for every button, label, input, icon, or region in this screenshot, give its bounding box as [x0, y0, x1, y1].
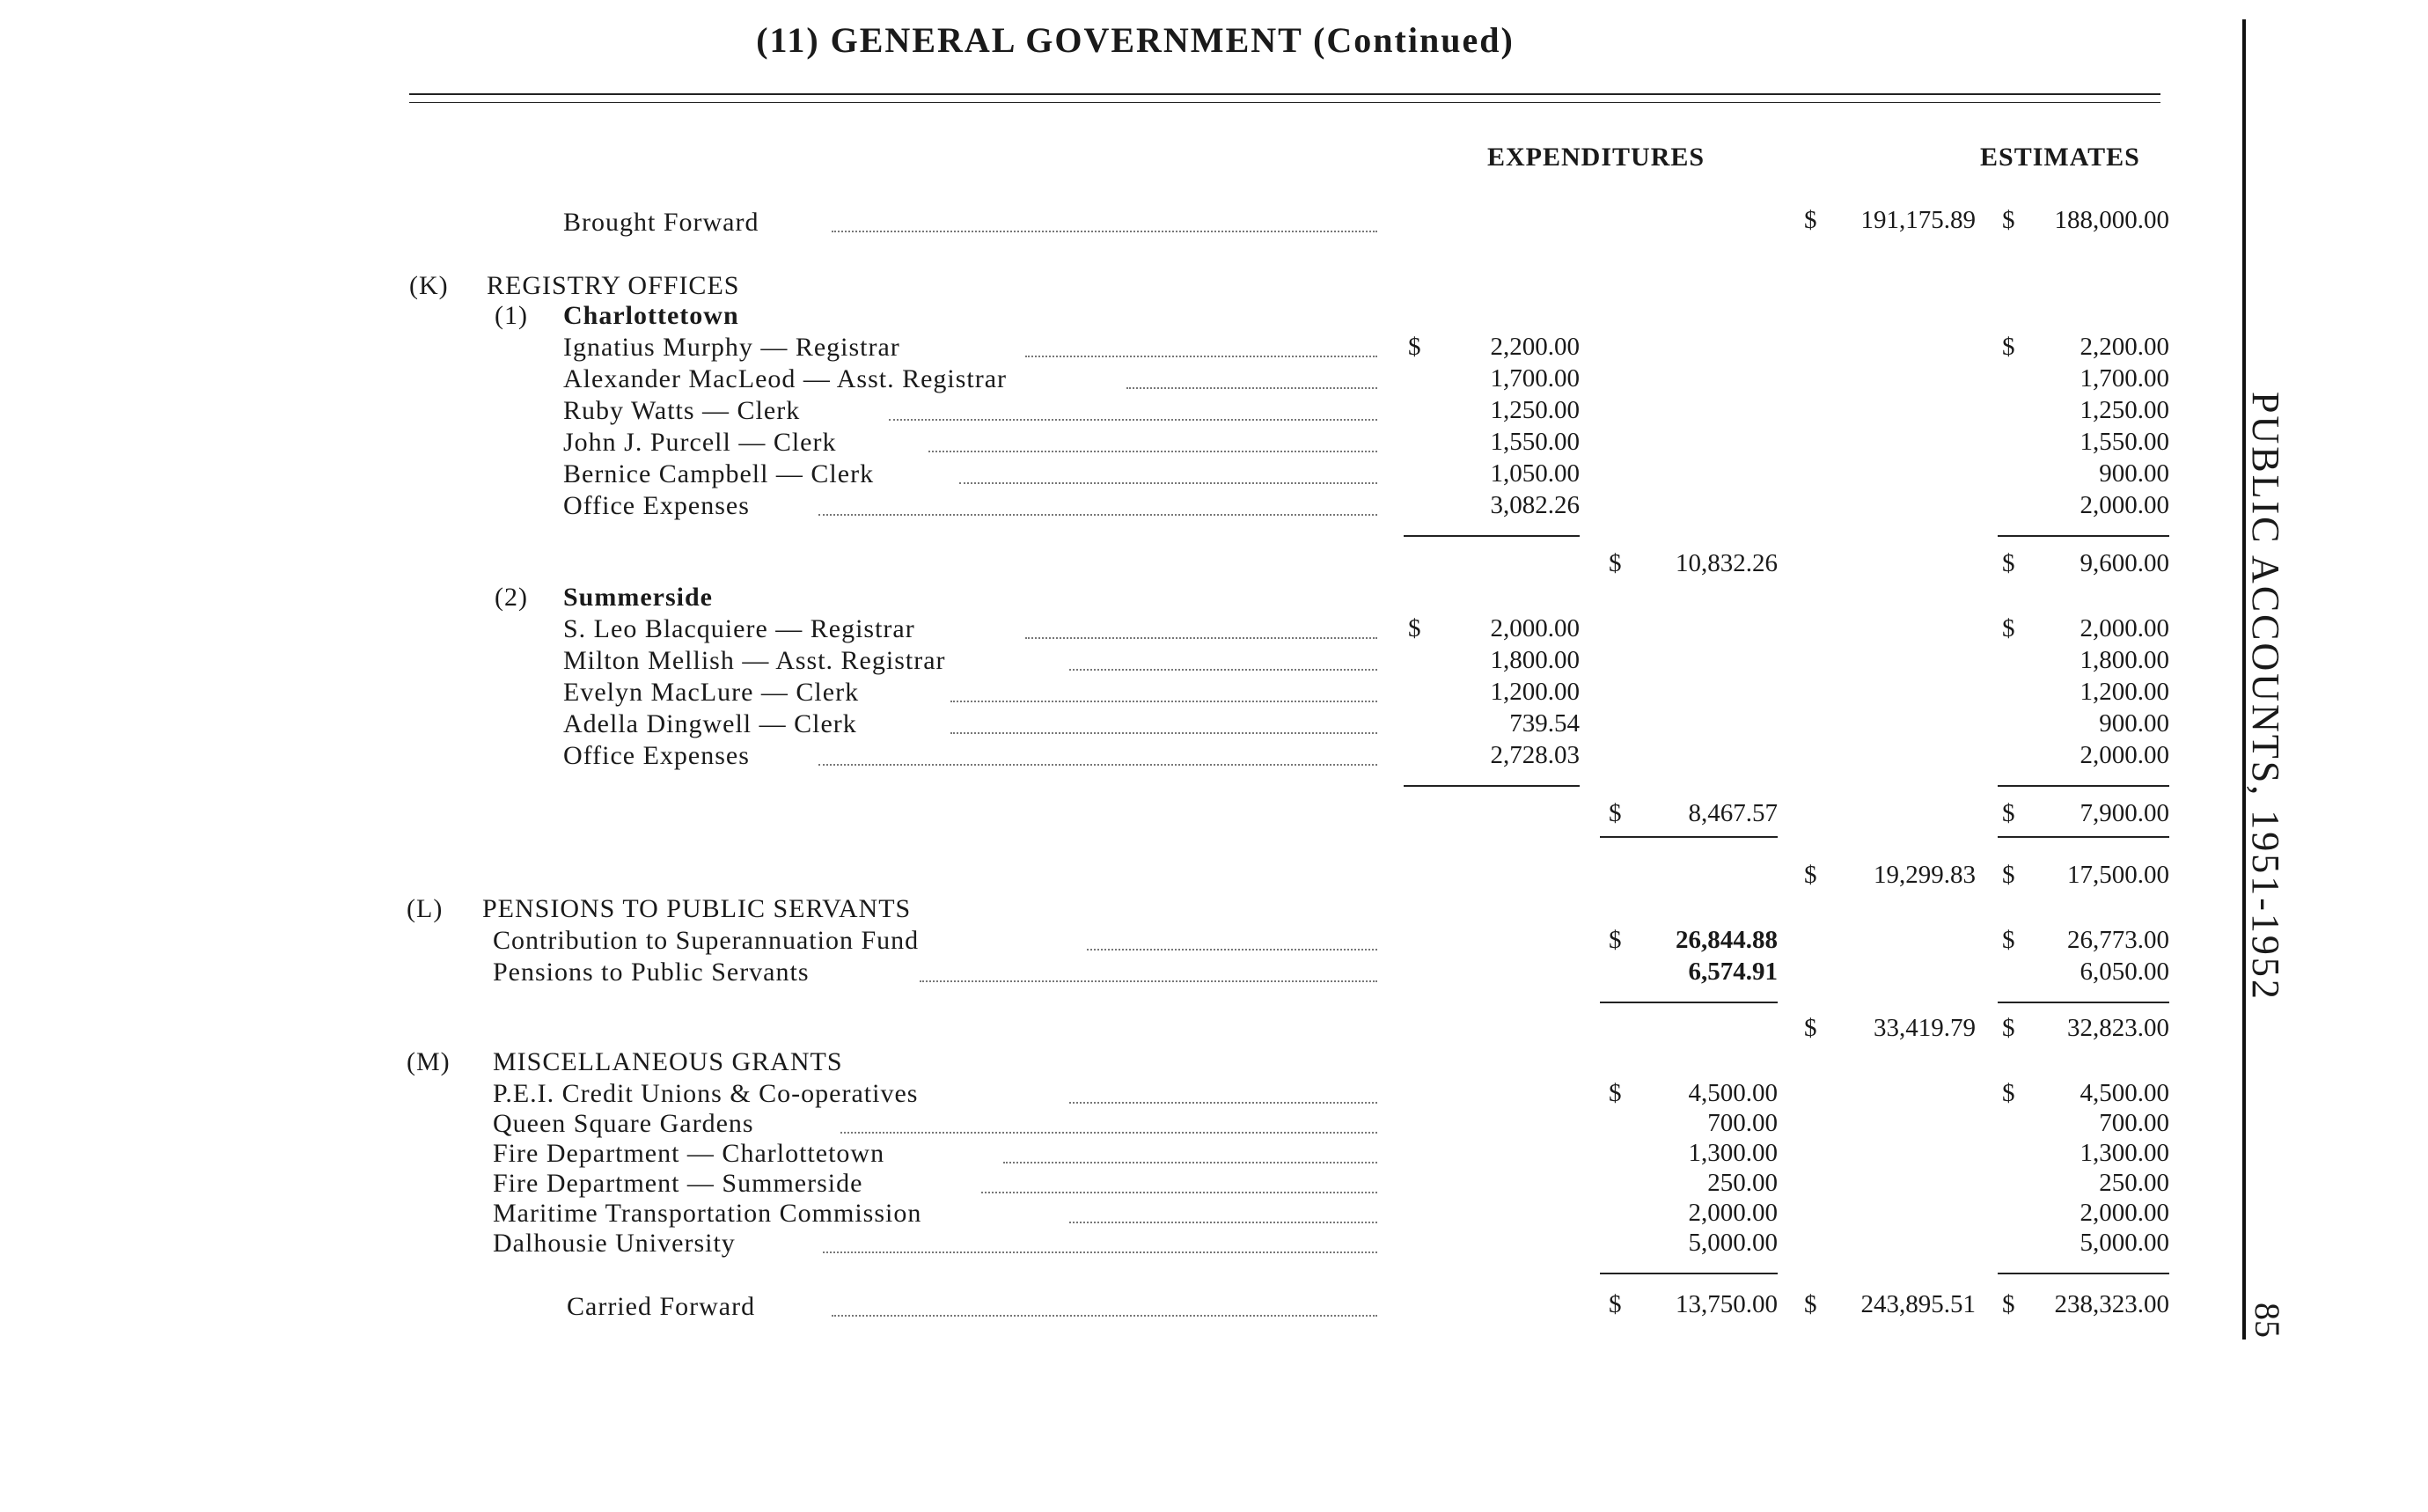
line-item-label: Bernice Campbell — Clerk [563, 459, 875, 488]
line-item-amount: 1,050.00 [1490, 459, 1580, 488]
line-item-label: Contribution to Superannuation Fund [493, 926, 920, 955]
line-item-estimate: 5,000.00 [2080, 1229, 2169, 1257]
leader-dots [1025, 637, 1377, 639]
line-item-amount: 1,300.00 [1688, 1139, 1778, 1167]
leader-dots [1126, 387, 1377, 389]
leader-dots [818, 514, 1377, 516]
subtotal-amount: 10,832.26 [1676, 549, 1778, 577]
line-item-label: Queen Square Gardens [493, 1109, 754, 1138]
line-item-amount: 3,082.26 [1490, 491, 1580, 519]
section-total: 33,419.79 [1874, 1014, 1976, 1042]
leader-dots [889, 419, 1377, 421]
leader-dots [1087, 949, 1377, 951]
subtotal-amount: 8,467.57 [1688, 799, 1778, 827]
line-item-estimate: 1,300.00 [2080, 1139, 2169, 1167]
line-item-amount: 700.00 [1707, 1109, 1778, 1137]
line-item-amount: 1,700.00 [1490, 364, 1580, 393]
line-item-amount: 1,800.00 [1490, 646, 1580, 674]
leader-dots [1069, 1222, 1377, 1223]
sum-rule [1998, 785, 2169, 787]
dollar-sign: $ [1609, 1079, 1622, 1107]
column-header-expenditures: EXPENDITURES [1487, 143, 1705, 172]
line-item-estimate: 1,200.00 [2080, 678, 2169, 706]
page-number: 85 [2248, 1303, 2287, 1338]
line-item-estimate: 900.00 [2099, 709, 2169, 738]
line-item-estimate: 1,550.00 [2080, 428, 2169, 456]
line-item-amount: 739.54 [1509, 709, 1580, 738]
section-marker: (K) [409, 271, 449, 300]
line-item-estimate: 2,000.00 [2080, 491, 2169, 519]
subtotal-estimate: 9,600.00 [2080, 549, 2169, 577]
carried-forward-label: Carried Forward [567, 1292, 756, 1321]
line-item-amount: 1,200.00 [1490, 678, 1580, 706]
line-item-estimate: 2,000.00 [2080, 741, 2169, 769]
section-title: REGISTRY OFFICES [487, 271, 740, 300]
leader-dots [950, 732, 1377, 734]
line-item-amount: 2,200.00 [1490, 333, 1580, 361]
line-item-label: Evelyn MacLure — Clerk [563, 678, 860, 707]
dollar-sign: $ [2002, 206, 2015, 234]
section-title: MISCELLANEOUS GRANTS [493, 1047, 843, 1076]
leader-dots [840, 1132, 1377, 1134]
leader-dots [981, 1192, 1377, 1193]
dollar-sign: $ [2002, 1014, 2015, 1042]
sum-rule [1404, 785, 1580, 787]
line-item-label: John J. Purcell — Clerk [563, 428, 837, 457]
line-item-label: Dalhousie University [493, 1229, 736, 1258]
dollar-sign: $ [1804, 1014, 1817, 1042]
dollar-sign: $ [1804, 1290, 1817, 1318]
section-total-estimate: 32,823.00 [2067, 1014, 2169, 1042]
line-item-estimate: 900.00 [2099, 459, 2169, 488]
line-item-label: P.E.I. Credit Unions & Co-operatives [493, 1079, 919, 1108]
line-item-label: Maritime Transportation Commission [493, 1199, 922, 1228]
leader-dots [1069, 669, 1377, 671]
subtotal-estimate: 7,900.00 [2080, 799, 2169, 827]
carried-forward-estimate: 238,323.00 [2054, 1290, 2169, 1318]
sum-rule [1600, 1002, 1778, 1003]
line-item-amount: 26,844.88 [1676, 926, 1778, 954]
sum-rule [1998, 1273, 2169, 1274]
subsection-marker: (1) [495, 301, 528, 330]
line-item-amount: 2,000.00 [1490, 614, 1580, 642]
line-item-label: Ignatius Murphy — Registrar [563, 333, 900, 362]
leader-dots [823, 1251, 1377, 1253]
line-item-amount: 2,000.00 [1688, 1199, 1778, 1227]
subsection-marker: (2) [495, 583, 528, 612]
line-item-label: Office Expenses [563, 741, 750, 770]
line-item-amount: 6,574.91 [1688, 958, 1778, 986]
dollar-sign: $ [1609, 549, 1622, 577]
dollar-sign: $ [2002, 333, 2015, 361]
sum-rule [1998, 535, 2169, 537]
brought-forward-label: Brought Forward [563, 208, 759, 237]
dollar-sign: $ [1408, 614, 1421, 642]
leader-dots [832, 231, 1377, 232]
line-item-estimate: 700.00 [2099, 1109, 2169, 1137]
line-item-amount: 2,728.03 [1490, 741, 1580, 769]
line-item-label: Pensions to Public Servants [493, 958, 810, 987]
line-item-estimate: 1,250.00 [2080, 396, 2169, 424]
line-item-estimate: 2,000.00 [2080, 1199, 2169, 1227]
line-item-estimate: 26,773.00 [2067, 926, 2169, 954]
dollar-sign: $ [2002, 1290, 2015, 1318]
page-title: (11) GENERAL GOVERNMENT (Continued) [756, 20, 1515, 60]
section-total-estimate: 17,500.00 [2067, 861, 2169, 889]
subsection-title: Summerside [563, 583, 713, 612]
line-item-estimate: 2,000.00 [2080, 614, 2169, 642]
section-total: 19,299.83 [1874, 861, 1976, 889]
subsection-title: Charlottetown [563, 301, 739, 330]
running-header: PUBLIC ACCOUNTS, 1951-1952 [2244, 392, 2287, 1002]
section-marker: (L) [407, 894, 444, 923]
line-item-estimate: 6,050.00 [2080, 958, 2169, 986]
leader-dots [1025, 356, 1377, 357]
dollar-sign: $ [2002, 549, 2015, 577]
sum-rule [1600, 1273, 1778, 1274]
leader-dots [1003, 1162, 1377, 1163]
dollar-sign: $ [1609, 926, 1622, 954]
line-item-label: Fire Department — Summerside [493, 1169, 863, 1198]
leader-dots [920, 980, 1377, 982]
dollar-sign: $ [1609, 799, 1622, 827]
leader-dots [832, 1315, 1377, 1317]
line-item-estimate: 250.00 [2099, 1169, 2169, 1197]
line-item-label: Ruby Watts — Clerk [563, 396, 801, 425]
dollar-sign: $ [2002, 861, 2015, 889]
line-item-amount: 1,250.00 [1490, 396, 1580, 424]
dollar-sign: $ [1609, 1290, 1622, 1318]
line-item-estimate: 1,700.00 [2080, 364, 2169, 393]
line-item-label: Office Expenses [563, 491, 750, 520]
line-item-label: Fire Department — Charlottetown [493, 1139, 885, 1168]
sum-rule [1998, 836, 2169, 838]
dollar-sign: $ [1804, 206, 1817, 234]
dollar-sign: $ [2002, 926, 2015, 954]
dollar-sign: $ [2002, 1079, 2015, 1107]
sum-rule [1404, 535, 1580, 537]
line-item-label: S. Leo Blacquiere — Registrar [563, 614, 915, 643]
section-title: PENSIONS TO PUBLIC SERVANTS [482, 894, 912, 923]
line-item-estimate: 4,500.00 [2080, 1079, 2169, 1107]
header-rule-top [409, 93, 2160, 95]
sum-rule [1600, 836, 1778, 838]
line-item-label: Milton Mellish — Asst. Registrar [563, 646, 946, 675]
line-item-estimate: 1,800.00 [2080, 646, 2169, 674]
brought-forward-total: 191,175.89 [1860, 206, 1976, 234]
leader-dots [1069, 1102, 1377, 1104]
line-item-estimate: 2,200.00 [2080, 333, 2169, 361]
dollar-sign: $ [1804, 861, 1817, 889]
carried-forward-subtotal: 13,750.00 [1676, 1290, 1778, 1318]
brought-forward-estimate: 188,000.00 [2054, 206, 2169, 234]
line-item-amount: 250.00 [1707, 1169, 1778, 1197]
line-item-amount: 5,000.00 [1688, 1229, 1778, 1257]
line-item-amount: 1,550.00 [1490, 428, 1580, 456]
header-rule-bottom [409, 102, 2160, 103]
dollar-sign: $ [1408, 333, 1421, 361]
section-marker: (M) [407, 1047, 451, 1076]
carried-forward-total: 243,895.51 [1860, 1290, 1976, 1318]
line-item-label: Adella Dingwell — Clerk [563, 709, 857, 738]
line-item-amount: 4,500.00 [1688, 1079, 1778, 1107]
column-header-estimates: ESTIMATES [1980, 143, 2140, 172]
leader-dots [950, 701, 1377, 702]
dollar-sign: $ [2002, 614, 2015, 642]
dollar-sign: $ [2002, 799, 2015, 827]
sum-rule [1998, 1002, 2169, 1003]
leader-dots [928, 451, 1377, 452]
line-item-label: Alexander MacLeod — Asst. Registrar [563, 364, 1008, 393]
leader-dots [818, 764, 1377, 766]
leader-dots [959, 482, 1377, 484]
